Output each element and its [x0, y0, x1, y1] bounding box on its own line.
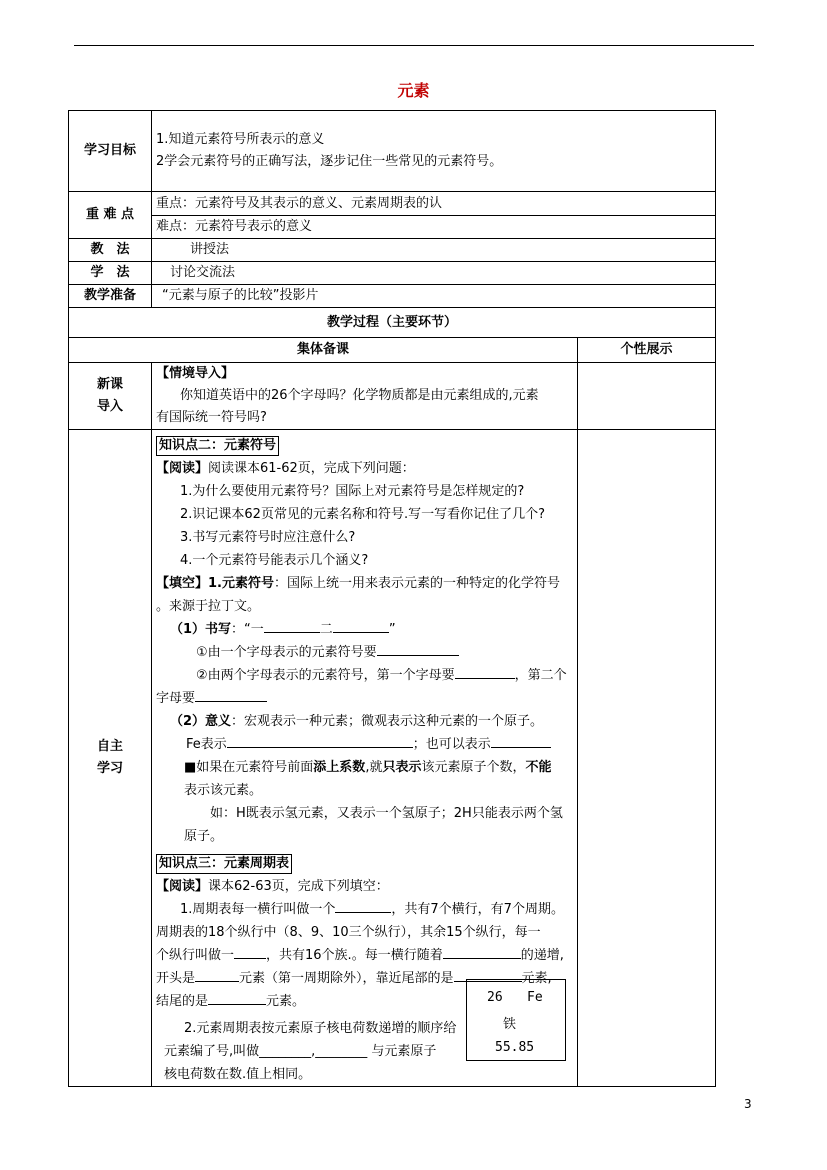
- goal-2: 2学会元素符号的正确写法，逐步记住一些常见的元素符号。: [156, 154, 503, 169]
- prep-value: “元素与原子的比较”投影片: [152, 285, 716, 308]
- question-4: 4.一个元素符号能表示几个涵义?: [180, 553, 369, 568]
- self-study-side: [578, 430, 716, 1087]
- question-2: 2.识记课本62页常见的元素名称和符号.写一写看你记住了几个?: [180, 507, 545, 522]
- blank: [195, 967, 239, 982]
- self-study-label: 自主 学习: [69, 430, 152, 1087]
- prep-label: 教学准备: [69, 285, 152, 308]
- iron-element-card: [466, 979, 566, 1061]
- self-study-cell: 知识点二：元素符号 【阅读】阅读课本61-62页，完成下列问题： 1.为什么要使用元素符号？国际上对元素符号是怎样规定的? 2.识记课本62页常见的元素名称和符号.写一写看你记住了几个? 3.书写元素符号时应注意什么? 4.一个元素符号能表示几个涵义? 【填空】1.元素符号：国际上统一用来表示元素的一种特定的化学符号 。来源于拉丁文。 （1）书写：“一 二 ” ①由一个字母表示的元素符号要 ②由两个字母表示的元素符号，第一个字母要 ，第二个 字母要 （2）意义：宏观表示一种元素；微观表示这种元素的一个原子。 Fe表示 ；也可以表示 ■如果在元素符号前面添上系数,就只表示该元素原子个数，不能 表示该元素。 如：H既表示氢元素，又表示一个氢原子；2H只能表示两个氢 原子。 知识点三：元素周期表 【阅读】课本62-63页，完成下列填空： 1.周期表每一横行叫做一个 ，共有7个横行，有7个周期。 周期表的18个纵行中（8、9、10三个纵行），其余15个纵行，每一 个纵行叫做一 ，共有16个族.。每一横行随着 的递增, 开头是 元素（第一周期除外），靠近尾部的是 元素, 结尾的是 元素。 2.元素周期表按元素原子核电荷数递增的顺序给 元素编了号,叫做________,________ 与元素原子 核电荷数在数.值上相同。: [152, 430, 578, 1087]
- col-main-header: 集体备课: [69, 338, 578, 363]
- intro-side: [578, 363, 716, 430]
- header-rule: [74, 45, 754, 46]
- page-title: 元素: [397, 81, 430, 100]
- blank: [377, 641, 459, 656]
- blank: [333, 618, 389, 633]
- blank: [491, 733, 551, 748]
- blank: [455, 664, 515, 679]
- blank: [234, 944, 266, 959]
- question-3: 3.书写元素符号时应注意什么?: [180, 530, 356, 545]
- study-label: 学 法: [69, 262, 152, 285]
- goal-label: 学习目标: [69, 111, 152, 192]
- kp2-heading: 知识点二：元素符号: [156, 436, 279, 456]
- kp3-heading: 知识点三：元素周期表: [156, 854, 292, 874]
- blank: [195, 687, 267, 702]
- goal-cell: [152, 111, 716, 192]
- intro-label: 新课 导入: [69, 363, 152, 430]
- process-header: 教学过程（主要环节）: [69, 308, 716, 338]
- page-number: 3: [744, 1097, 752, 1111]
- study-value: 讨论交流法: [152, 262, 716, 285]
- intro-cell: [152, 363, 578, 430]
- method-label: 教 法: [69, 239, 152, 262]
- blank: [264, 618, 320, 633]
- question-1: 1.为什么要使用元素符号？国际上对元素符号是怎样规定的?: [180, 484, 525, 499]
- element-name: 铁: [503, 1017, 517, 1032]
- blank: [335, 898, 391, 913]
- intro-text-2: 有国际统一符号吗?: [156, 410, 267, 425]
- blank: [443, 944, 521, 959]
- atomic-mass: 55.85: [495, 1040, 535, 1055]
- intro-text-1: 你知道英语中的26个字母吗？化学物质都是由元素组成的,元素: [180, 388, 539, 403]
- element-symbol: Fe: [527, 990, 543, 1005]
- key-label: 重 难 点: [69, 192, 152, 239]
- intro-heading: 【情境导入】: [156, 366, 235, 381]
- col-side-header: 个性展示: [578, 338, 716, 363]
- method-value: 讲授法: [152, 239, 716, 262]
- blank: [227, 733, 413, 748]
- goal-1: 1.知道元素符号所表示的意义: [156, 132, 325, 147]
- key-2: 难点：元素符号表示的意义: [152, 216, 716, 239]
- lesson-plan-table: [68, 110, 716, 1087]
- blank: [208, 990, 266, 1005]
- key-1: 重点：元素符号及其表示的意义、元素周期表的认: [152, 192, 716, 216]
- atomic-number: 26: [487, 990, 503, 1005]
